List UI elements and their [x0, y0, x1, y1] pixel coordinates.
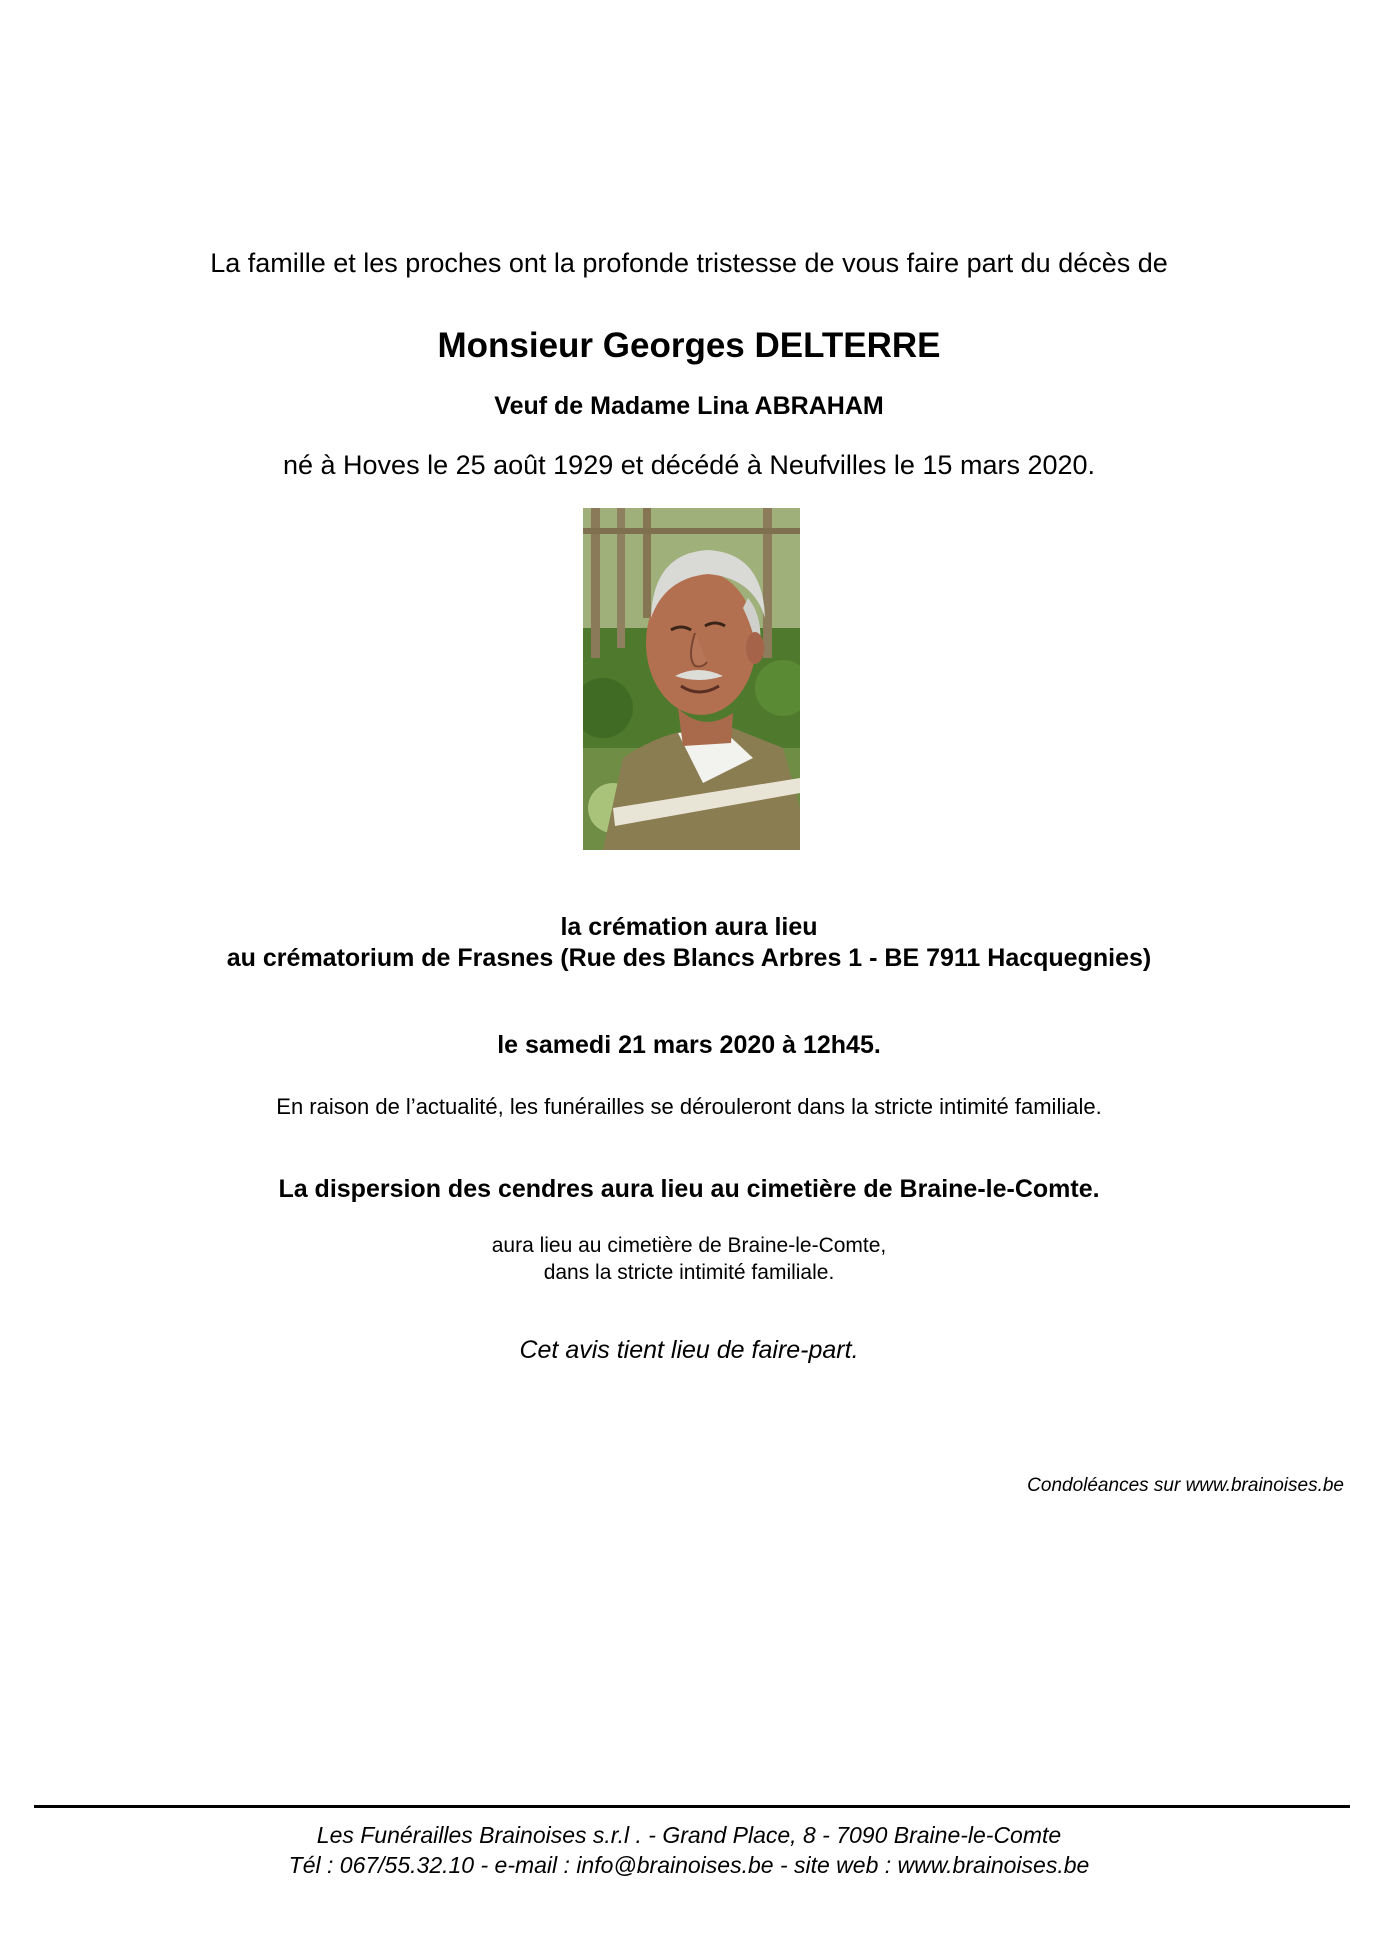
cremation-line-2: au crématorium de Frasnes (Rue des Blancs Arbres 1 - BE 7911 Hacquegnies): [226, 944, 1152, 972]
intro-text: La famille et les proches ont la profonde tristesse de vous faire part du décès de: [210, 248, 1168, 278]
dispersion-detail-line-1: aura lieu au cimetière de Braine-le-Comte,: [491, 1234, 887, 1257]
footer-address: Les Funérailles Brainoises s.r.l . - Grand Place, 8 - 7090 Braine-le-Comte: [316, 1822, 1062, 1848]
dispersion-detail: [0, 1232, 1378, 1286]
dispersion-detail-line-2: dans la stricte intimité familiale.: [543, 1261, 835, 1284]
portrait-photo-icon: [583, 508, 800, 850]
ceremony-date-time: le samedi 21 mars 2020 à 12h45.: [497, 1031, 881, 1059]
cremation-line-1: la crémation aura lieu: [560, 913, 818, 941]
faire-part-notice: Cet avis tient lieu de faire-part.: [519, 1336, 859, 1364]
birth-death-text: né à Hoves le 25 août 1929 et décédé à Neufvilles le 15 mars 2020.: [282, 450, 1096, 480]
portrait-photo: [583, 508, 800, 850]
footer-divider: [34, 1805, 1350, 1808]
widow-of-text: Veuf de Madame Lina ABRAHAM: [494, 392, 884, 420]
footer: [0, 1820, 1378, 1880]
dispersion-title: La dispersion des cendres aura lieu au cimetière de Braine-le-Comte.: [278, 1175, 1100, 1203]
cremation-info: [0, 912, 1378, 974]
deceased-name: Monsieur Georges DELTERRE: [437, 326, 941, 365]
footer-contact: Tél : 067/55.32.10 - e-mail : info@brainoises.be - site web : www.brainoises.be: [288, 1852, 1090, 1878]
intimacy-notice: En raison de l’actualité, les funérailles se dérouleront dans la stricte intimité familiale.: [276, 1094, 1102, 1119]
condolences-link[interactable]: Condoléances sur www.brainoises.be: [1027, 1475, 1344, 1496]
